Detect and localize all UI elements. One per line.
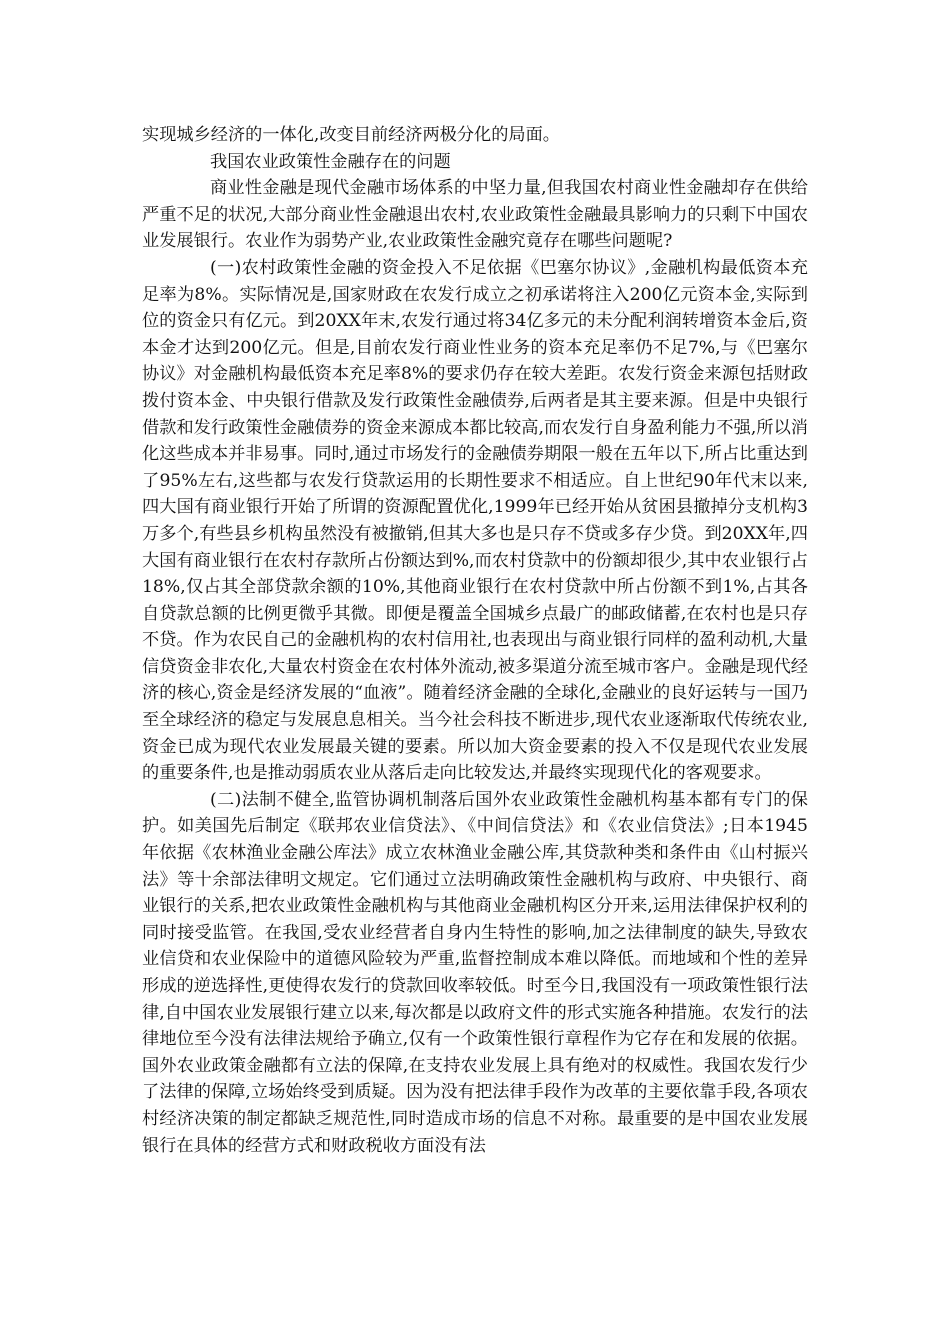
section-heading: 我国农业政策性金融存在的问题: [210, 151, 451, 172]
paragraph-intro: 商业性金融是现代金融市场体系的中坚力量,但我国农村商业性金融却存在供给严重不足的状况,大部分商业性金融退出农村,农业政策性金融最具影响力的只剩下中国农业发展银行。农业作为弱势产业,农业政策性金融究竟存在哪些问题呢?: [142, 178, 808, 252]
paragraph-capital-shortage: (一)农村政策性金融的资金投入不足依据《巴塞尔协议》,金融机构最低资本充足率为8%。实际情况是,国家财政在农发行成立之初承诺将注入200亿元资本金,实际到位的资金只有亿元。到20XX年末,农发行通过将34亿多元的未分配利润转增资本金后,资本金才达到200亿元。但是,目前农发行商业性业务的资本充足率仍不足7%,与《巴塞尔协议》对金融机构最低资本充足率8%的要求仍存在较大差距。农发行资金来源包括财政拨付资本金、中央银行借款及发行政策性金融债券,后两者是其主要来源。但是中央银行借款和发行政策性金融债券的资金来源成本都比较高,而农发行自身盈利能力不强,所以消化这些成本并非易事。同时,通过市场发行的金融债券期限一般在五年以下,所占比重达到了95%左右,这些都与农发行贷款运用的长期性要求不相适应。自上世纪90年代末以来,四大国有商业银行开始了所谓的资源配置优化,1999年已经开始从贫困县撤掉分支机构3万多个,有些县乡机构虽然没有被撤销,但其大多也是只存不贷或多存少贷。到20XX年,四大国有商业银行在农村存款所占份额达到%,而农村贷款中的份额却很少,其中农业银行占18%,仅占其全部贷款余额的10%,其他商业银行在农村贷款中所占份额不到1%,占其各自贷款总额的比例更微乎其微。即便是覆盖全国城乡点最广的邮政储蓄,在农村也是只存不贷。作为农民自己的金融机构的农村信用社,也表现出与商业银行同样的盈利动机,大量信贷资金非农化,大量农村资金在农村体外流动,被多渠道分流至城市客户。金融是现代经济的核心,资金是经济发展的“血液”。随着经济金融的全球化,金融业的良好运转与一国乃至全球经济的稳定与发展息息相关。当今社会科技不断进步,现代农业逐渐取代传统农业,资金已成为现代农业发展最关键的要素。所以加大资金要素的投入不仅是现代农业发展的重要条件,也是推动弱质农业从落后走向比较发达,并最终实现现代化的客观要求。: [142, 257, 808, 784]
paragraph-legal-system: (二)法制不健全,监管协调机制落后国外农业政策性金融机构基本都有专门的保护。如美国先后制定《联邦农业信贷法》、《中间信贷法》和《农业信贷法》;日本1945年依据《农林渔业金融公库法》成立农林渔业金融公库,其贷款种类和条件由《山村振兴法》等十余部法律明文规定。它们通过立法明确政策性金融机构与政府、中央银行、商业银行的关系,把农业政策性金融机构与其他商业金融机构区分开来,运用法律保护权利的同时接受监管。在我国,受农业经营者自身内生特性的影响,加之法律制度的缺失,导致农业信贷和农业保险中的道德风险较为严重,监督控制成本难以降低。而地域和个性的差异形成的逆选择性,更使得农发行的贷款回收率较低。时至今日,我国没有一项政策性银行法律,自中国农业发展银行建立以来,每次都是以政府文件的形式实施各种措施。农发行的法律地位至今没有法律法规给予确立,仅有一个政策性银行章程作为它存在和发展的依据。国外农业政策金融都有立法的保障,在支持农业发展上具有绝对的权威性。我国农发行少了法律的保障,立场始终受到质疑。因为没有把法律手段作为改革的主要依靠手段,各项农村经济决策的制定都缺乏规范性,同时造成市场的信息不对称。最重要的是中国农业发展银行在具体的经营方式和财政税收方面没有法: [142, 789, 808, 1156]
document-body: [142, 122, 808, 1159]
paragraph-continuation: 实现城乡经济的一体化,改变目前经济两极分化的局面。: [142, 125, 560, 145]
